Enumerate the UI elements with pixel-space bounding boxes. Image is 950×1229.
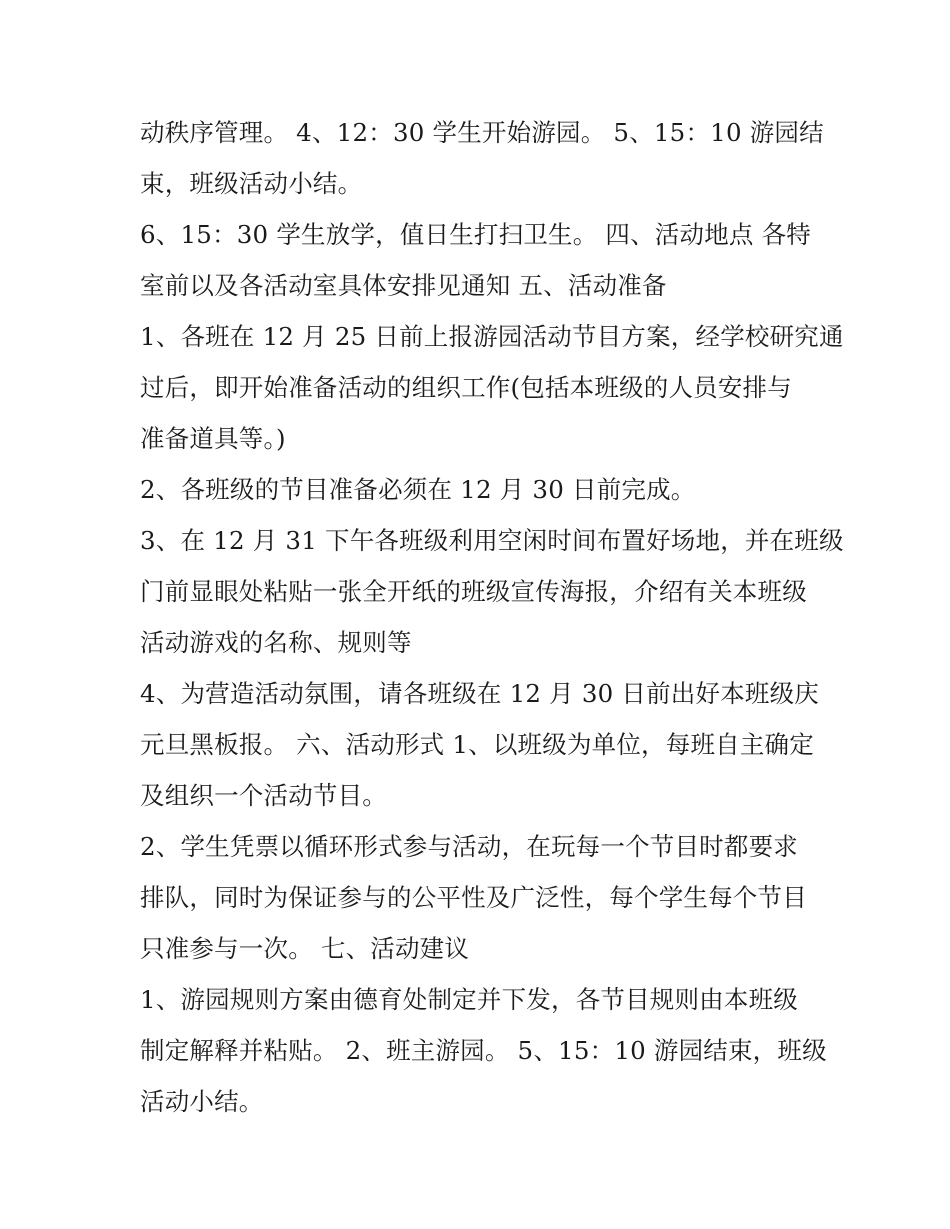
text-line: 元旦黑板报。 六、活动形式 1、以班级为单位，每班自主确定 <box>140 730 814 759</box>
text-line: 活动游戏的名称、规则等 <box>140 628 412 657</box>
text-line: 制定解释并粘贴。 2、班主游园。 5、15：10 游园结束，班级 <box>140 1036 827 1065</box>
text-line: 只准参与一次。 七、活动建议 <box>140 934 470 963</box>
text-line: 排队，同时为保证参与的公平性及广泛性，每个学生每个节目 <box>140 883 807 912</box>
document-body <box>140 107 844 1127</box>
text-line: 4、为营造活动氛围，请各班级在 12 月 30 日前出好本班级庆 <box>140 679 819 708</box>
text-line: 2、学生凭票以循环形式参与活动，在玩每一个节目时都要求 <box>140 832 798 861</box>
text-line: 2、各班级的节目准备必须在 12 月 30 日前完成。 <box>140 475 696 504</box>
text-line: 门前显眼处粘贴一张全开纸的班级宣传海报，介绍有关本班级 <box>140 577 807 606</box>
text-line: 活动小结。 <box>140 1087 264 1116</box>
text-line: 过后，即开始准备活动的组织工作(包括本班级的人员安排与 <box>140 373 792 402</box>
text-line: 动秩序管理。 4、12：30 学生开始游园。 5、15：10 游园结 <box>140 118 824 147</box>
text-line: 准备道具等。) <box>140 424 286 453</box>
text-line: 1、各班在 12 月 25 日前上报游园活动节目方案，经学校研究通 <box>140 322 844 351</box>
text-line: 束，班级活动小结。 <box>140 169 363 198</box>
text-line: 3、在 12 月 31 下午各班级利用空闲时间布置好场地，并在班级 <box>140 526 844 555</box>
text-line: 6、15：30 学生放学，值日生打扫卫生。 四、活动地点 各特 <box>140 220 811 249</box>
text-line: 1、游园规则方案由德育处制定并下发，各节目规则由本班级 <box>140 985 798 1014</box>
text-line: 及组织一个活动节目。 <box>140 781 387 810</box>
text-line: 室前以及各活动室具体安排见通知 五、活动准备 <box>140 271 667 300</box>
